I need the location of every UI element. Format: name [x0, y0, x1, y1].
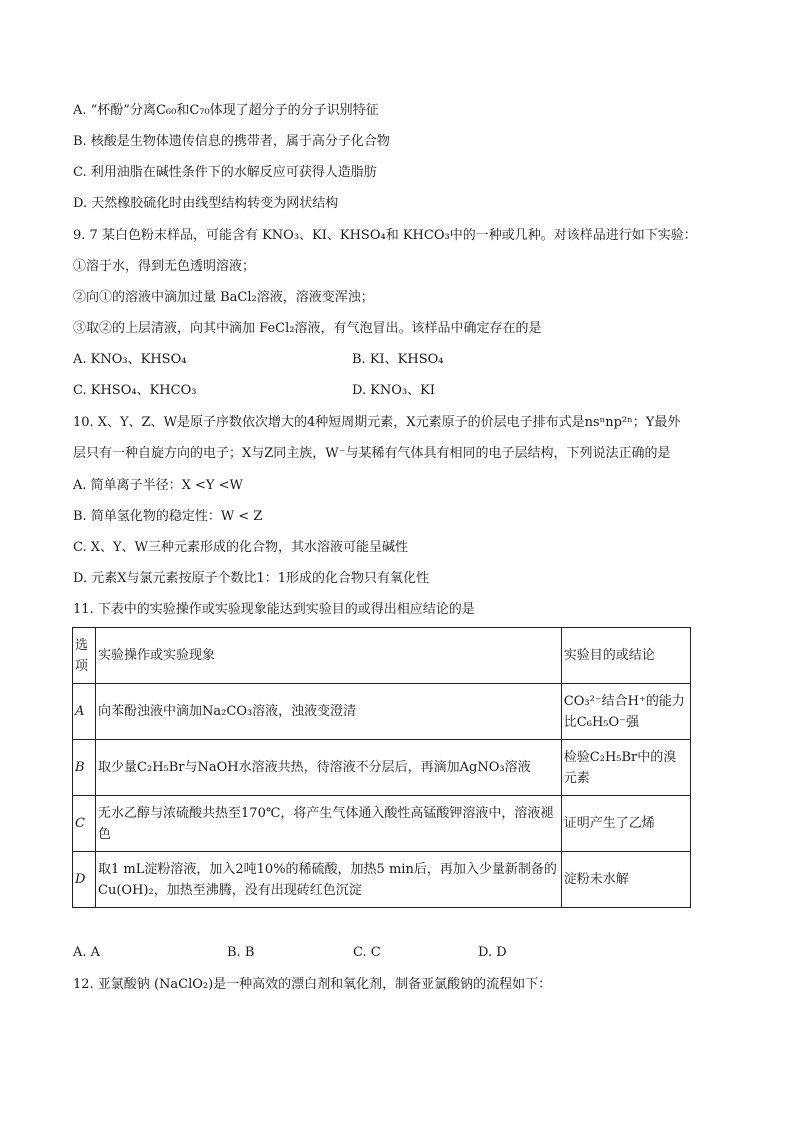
table-row [73, 852, 691, 908]
header-operation: 实验操作或实验现象 [96, 628, 562, 684]
q11-stem: 11. 下表中的实验操作或实验现象能达到实验目的或得出相应结论的是 [73, 602, 475, 617]
row-operation: 取1 mL淀粉溶液，加入2吨10%的稀硫酸，加热5 min后，再加入少量新制备的Cu(OH)₂，加热至沸腾，没有出现砖红色沉淀 [96, 852, 562, 908]
q11-answer-d: D. D [478, 945, 507, 960]
row-conclusion: 淀粉未水解 [561, 852, 690, 908]
q10-option-a: A. 简单离子半径：X <Y <W [73, 478, 243, 493]
q9-step-1: ①溶于水，得到无色透明溶液； [73, 259, 256, 274]
row-operation: 向苯酚浊液中滴加Na₂CO₃溶液，浊液变澄清 [96, 684, 562, 740]
row-conclusion: 证明产生了乙烯 [561, 796, 690, 852]
row-label: B [73, 740, 96, 796]
q10-option-c: C. X、Y、W三种元素形成的化合物，其水溶液可能呈碱性 [73, 540, 408, 555]
q11-answer-c: C. C [353, 945, 381, 960]
q8-option-b: B. 核酸是生物体遗传信息的携带者，属于高分子化合物 [73, 134, 390, 149]
row-conclusion: 检验C₂H₅Br中的溴元素 [561, 740, 690, 796]
q10-option-d: D. 元素X与氯元素按原子个数比1：1形成的化合物只有氧化性 [73, 571, 430, 586]
q12-stem: 12. 亚氯酸钠 (NaClO₂)是一种高效的漂白剂和氧化剂，制备亚氯酸钠的流程如下： [73, 977, 552, 992]
table-row [73, 796, 691, 852]
q9-stem: 9. 7 某白色粉末样品，可能含有 KNO₃、KI、KHSO₄和 KHCO₃中的一种或几种。对该样品进行如下实验： [73, 228, 697, 243]
q9-option-d: D. KNO₃、KI [352, 383, 436, 398]
q10-stem-line-1: 10. X、Y、Z、W是原子序数依次增大的4种短周期元素，X元素原子的价层电子排布式是nsⁿnp²ⁿ；Y最外 [73, 415, 681, 430]
row-label: D [73, 852, 96, 908]
table-row [73, 740, 691, 796]
q9-option-a: A. KNO₃、KHSO₄ [73, 352, 187, 367]
q9-option-b: B. KI、KHSO₄ [352, 352, 444, 367]
row-operation: 取少量C₂H₅Br与NaOH水溶液共热，待溶液不分层后，再滴加AgNO₃溶液 [96, 740, 562, 796]
header-conclusion: 实验目的或结论 [561, 628, 690, 684]
q10-option-b: B. 简单氢化物的稳定性：W < Z [73, 509, 263, 524]
row-operation: 无水乙醇与浓硫酸共热至170℃，将产生气体通入酸性高锰酸钾溶液中，溶液褪色 [96, 796, 562, 852]
q9-step-3: ③取②的上层清液，向其中滴加 FeCl₂溶液，有气泡冒出。该样品中确定存在的是 [73, 321, 542, 336]
q9-step-2: ②向①的溶液中滴加过量 BaCl₂溶液，溶液变浑浊； [73, 290, 374, 305]
q8-option-c: C. 利用油脂在碱性条件下的水解反应可获得人造脂肪 [73, 165, 377, 180]
q11-table [72, 627, 691, 908]
row-conclusion: CO₃²⁻结合H⁺的能力比C₆H₅O⁻强 [561, 684, 690, 740]
row-label: A [73, 684, 96, 740]
header-option: 选项 [73, 628, 96, 684]
row-label: C [73, 796, 96, 852]
q8-option-d: D. 天然橡胶硫化时由线型结构转变为网状结构 [73, 196, 339, 211]
q9-option-c: C. KHSO₄、KHCO₃ [73, 383, 197, 398]
q11-answer-b: B. B [227, 945, 255, 960]
table-header-row [73, 628, 691, 684]
q11-answer-a: A. A [73, 945, 101, 960]
table-row [73, 684, 691, 740]
q10-stem-line-2: 层只有一种自旋方向的电子；X与Z同主族，W⁻与某稀有气体具有相同的电子层结构，下列说法正确的是 [73, 446, 671, 461]
q8-option-a: A. “杯酚”分离C₆₀和C₇₀体现了超分子的分子识别特征 [73, 103, 379, 118]
